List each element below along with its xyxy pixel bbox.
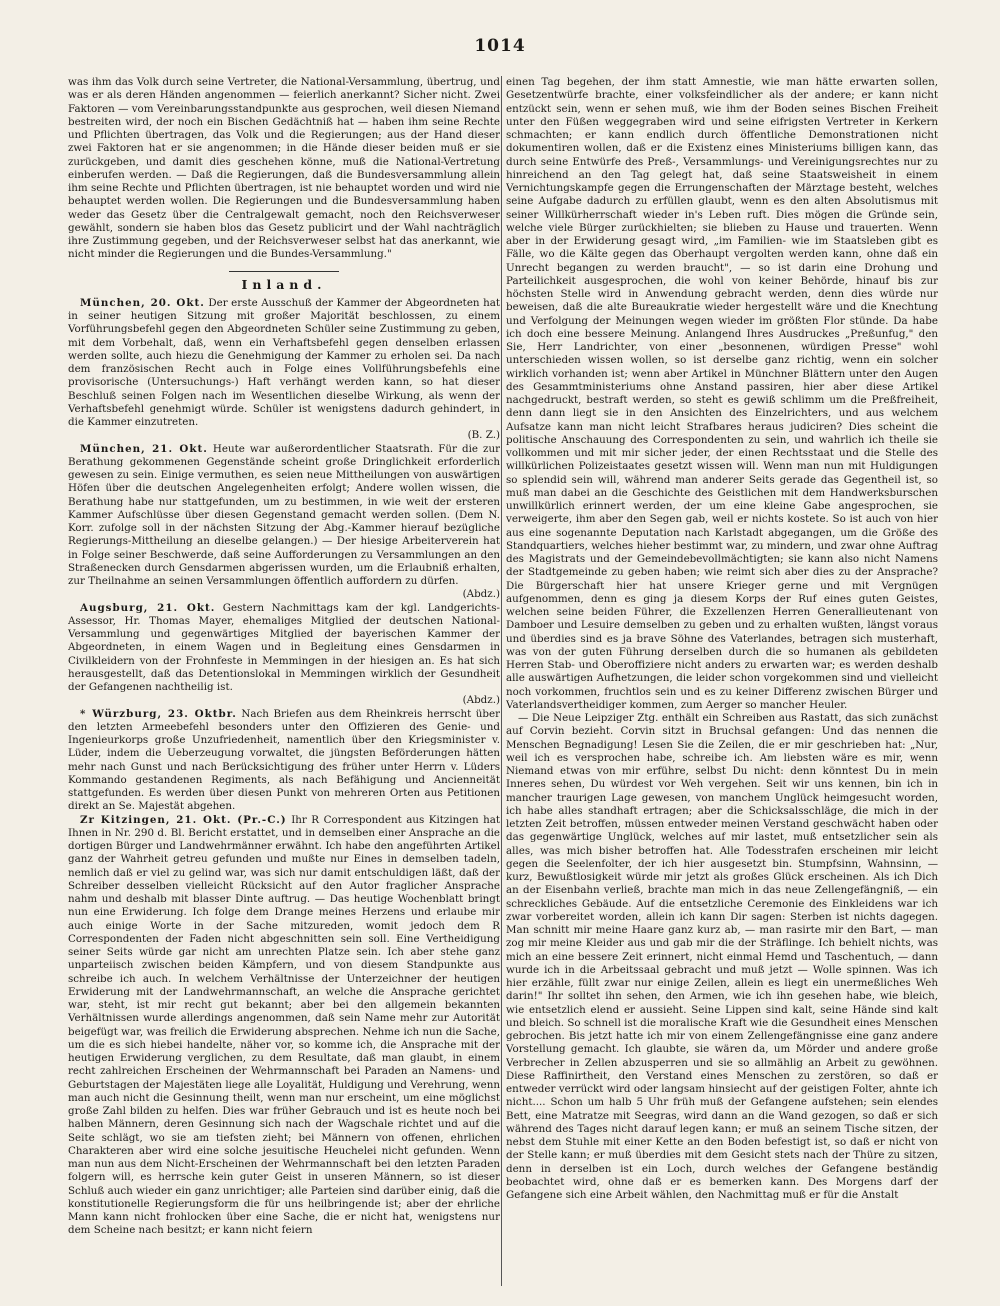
page-number: 1014 bbox=[474, 36, 526, 56]
article-source: (B. Z.) bbox=[467, 429, 500, 442]
article-dateline: * Würzburg, 23. Oktbr. bbox=[80, 707, 237, 720]
article-dateline: München, 21. Okt. bbox=[80, 442, 208, 455]
article-augsburg-21 bbox=[68, 602, 500, 708]
article-kitzingen-21 bbox=[68, 814, 500, 1238]
article-dateline: Zr Kitzingen, 21. Okt. (Pr.-C.) bbox=[80, 813, 287, 826]
kitzingen-continuation: einen Tag begehen, der ihm statt Amnestie, wie man hätte erwarten sollen, Gesetzentwürfe brachte, einer volksfeindlicher als der andere; er kann nicht entzückt sein, wenn er sehen muß, wie ihm der Boden seines Bischen Freiheit unter den Füßen weggegraben wird und seine eifrigsten Vertreter in Kerkern schmachten; er kann endlich durch öffentliche Demonstrationen nicht dokumentiren wollen, daß er die Existenz eines Ministeriums billigen kann, das durch seine Entwürfe des Preß-, Versammlungs- und Vereinigungsrechtes nur zu hinreichend an den Tag gelegt hat, daß seine Staatsweisheit in einem Vernichtungskampfe gegen die Errungenschaften der Märztage besteht, welches seine Aufgabe dadurch zu erfüllen glaubt, wenn es den alten Absolutismus mit seiner Willkürherrschaft wieder in's Leben ruft. Dies mögen die Gründe sein, welche viele Bürger zurückhielten; sie blieben zu Hause und trauerten. Wenn aber in der Erwiderung gesagt wird, „im Familien- wie im Staatsleben gibt es Fälle, wo die Kälte gegen das Oberhaupt vergolten werden kann, ohne daß ein Unrecht begangen zu werden braucht", — so ist darin eine Drohung und Parteilichkeit ausgesprochen, die wohl von keiner Behörde, hinauf bis zur höchsten Stelle wird in Anwendung gebracht werden, denn dies würde nur beweisen, daß die alte Bureaukratie wieder hergestellt wäre und die Knechtung und Verfolgung der Meinungen wegen wieder im größten Flor stünde. Da habe ich doch eine bessere Meinung. Anlangend Ihres Ausdruckes „Preßunfug," den Sie, Herr Landrichter, von einer „besonnenen, würdigen Presse" wohl unterschieden wissen wollen, so ist derselbe ganz richtig, wenn ein solcher wirklich vorhanden ist; wenn aber Artikel in Münchner Blättern unter den Augen des Gesammtministeriums ohne Anstand passiren, hier aber diese Artikel nachgedruckt, bestraft werden, so steht es gewiß schlimm um die Preßfreiheit, denn dann liegt sie in den Ansichten des Einzelrichters, und aus welchem Aufsatze kann man nicht leicht Strafbares heraus judiciren? Dies scheint die politische Anschauung des Correspondenten zu sein, und wahrlich ich theile sie vollkommen und mit mir sicher jeder, der einen Rechtsstaat und die Stelle des willkürlichen Polizeistaates gesetzt wissen will. Wenn man nun mit Huldigungen so splendid sein will, während man anderer Seits gerade das Gegentheil ist, so muß man dabei an die Geschichte des Geistlichen mit dem Handwerksburschen unwillkürlich erinnert werden, der um eine kleine Gabe angesprochen, sie verweigerte, ihm aber den Segen gab, weil er nichts kostete. So ist auch von hier aus eine sogenannte Deputation nach Karlstadt abgegangen, um die Größe des Standquartiers, welches hieher bestimmt war, zu mindern, und zwar ohne Auftrag des Magistrats und der Gemeindebevollmächtigten; sie kann also nicht Namens der Stadtgemeinde zu geben haben; wie reimt sich aber dies zu der Ansprache? Die Bürgerschaft hier hat unsere Krieger gerne und mit Vergnügen aufgenommen, denn es ging ja diesem Korps der Ruf eines guten Geistes, welchen seine beiden Führer, die Exzellenzen Herren Generallieutenant von Damboer und Lesuire demselben zu geben und zu erhalten wußten, längst voraus und überdies sind es ja brave Söhne des Vaterlandes, betragen sich musterhaft, was von der guten Führung derselben durch die so humanen als gebildeten Herren Stab- und Oberoffiziere nicht anders zu erwarten war; es werden deshalb alle auswärtigen Aufhetzungen, die leider schon vorgekommen sind und vielleicht noch vorkommen, fruchtlos sein und es zu keiner Differenz zwischen Bürger und Vaterlandsvertheidiger kommen, zum Aerger so mancher Heuler. bbox=[506, 76, 938, 711]
continued-article-text: was ihm das Volk durch seine Vertreter, die National-Versammlung, übertrug, und was er als deren Händen angenommen — feierlich anerkannt? Sicher nicht. Zwei Faktoren — vom Vereinbarungsstandpunkte aus gesprochen, weil diesen Niemand bestreiten wird, der noch ein Bischen Gedächtniß hat — haben ihm seine Rechte und Pflichten übertragen, das Volk und die Regierungen; aus der Hand dieser zwei Faktoren hat er sie angenommen; in die Hände dieser beiden muß er sie zurückgeben, und damit dies geschehen könne, muß die National-Vertretung einberufen werden. — Daß die Regierungen, daß die Bundesversammlung allein ihm seine Rechte und Pflichten übertragen, ist nie behauptet worden und wird nie behauptet werden wollen. Die Regierungen und die Bundesversammlung haben weder das Gesetz über die Centralgewalt gemacht, noch den Reichsverweser gewählt, sondern sie haben blos das Gesetz publicirt und der Wahl nachträglich ihre Zustimmung gegeben, und der Reichsverweser selbst hat das anerkannt, wie nicht minder die Regierungen und die Bundes-Versammlung." bbox=[68, 76, 500, 261]
section-title: Inland. bbox=[241, 276, 327, 292]
article-body: Heute war außerordentlicher Staatsrath. Für die zur Berathung gekommenen Gegenstände scheint große Dringlichkeit erforderlich gewesen zu sein. Einige vermuthen, es seien neue Mittheilungen von auswärtigen Höfen über die deutschen Angelegenheiten erfolgt; Andere wollen wissen, die Berathung habe nur stattgefunden, um zu bestimmen, in wie weit der ersteren Kammer Aufschlüsse über diesen Gegenstand gemacht werden sollen. (Dem N. Korr. zufolge soll in der nächsten Sitzung der Abg.-Kammer hierauf bezügliche Regierungs-Mittheilung an dieselbe gelangen.) — Der hiesige Arbeiterverein hat in Folge seiner Beschwerde, daß seine Aufforderungen zu Versammlungen an den Straßenecken durch Gensdarmen abgerissen wurden, um die Erlaubniß erhalten, zur Theilnahme an seinen Versammlungen öffentlich auffordern zu dürfen. bbox=[68, 442, 500, 587]
section-heading bbox=[68, 271, 500, 291]
column-divider bbox=[501, 76, 502, 1286]
article-body: Nach Briefen aus dem Rheinkreis herrscht über den letzten Armeebefehl besonders unter den Offizieren des Genie- und Ingenieurkorps große Unzufriedenheit, namentlich über den Kriegsminister v. Lüder, indem die Ueberzeugung vorwaltet, die jüngsten Beförderungen hätten mehr nach Gunst und nach Berücksichtigung des früher unter Herrn v. Lüders Kommando gestandenen Regiments, als nach Befähigung und Ancienneität stattgefunden. Es werden über diesen Punkt von mehreren Orten aus Petitionen direkt an Se. Majestät abgehen. bbox=[68, 707, 500, 813]
article-dateline: Augsburg, 21. Okt. bbox=[80, 601, 216, 614]
article-source: (Abdz.) bbox=[462, 588, 500, 601]
article-body: Ihr R Correspondent aus Kitzingen hat Ihnen in Nr. 290 d. Bl. Bericht erstattet, und in demselben einer Ansprache an die dortigen Bürger und Landwehrmänner erwähnt. Ich habe den angeführten Artikel ganz der Wahrheit getreu gefunden und mußte nur Eines in demselben tadeln, nemlich daß er viel zu gelind war, was sich nur damit entschuldigen läßt, daß der Schreiber desselben vielleicht Rücksicht auf den Autor fraglicher Ansprache nahm und deshalb mit blasser Dinte auftrug. — Das heutige Wochenblatt bringt nun eine Erwiderung. Ich folge dem Drange meines Herzens und erlaube mir auch einige Worte in der Sache mitzureden, womit jedoch dem R Correspondenten der Faden nicht abgeschnitten sein soll. Eine Vertheidigung seiner Seits würde gar nicht am unrechten Platze sein. Ich aber stehe ganz unparteiisch zwischen beiden Kämpfern, und von diesem Standpunkte aus schreibe ich auch. In welchem Verhältnisse der Unterzeichner der heutigen Erwiderung mit der Landwehrmannschaft, an welche die Ansprache gerichtet war, steht, ist mir recht gut bekannt; aber bei den allgemein bekannten Verhältnissen wurde allerdings angenommen, daß sein Name mehr zur Autorität beigefügt war, was freilich die Erwiderung absprechen. Nehme ich nun die Sache, um die es sich hiebei handelte, näher vor, so komme ich, die Ansprache mit der heutigen Erwiderung verglichen, zu dem Resultate, daß man glaubt, in einem recht zahlreichen Erscheinen der Wehrmannschaft bei Paraden an Namens- und Geburtstagen der Majestäten liege alle Loyalität, Huldigung und Verehrung, wenn man auch nicht die Gesinnung theilt, wenn man nur erscheint, um eine möglichst große Zahl bilden zu helfen. Dies war früher Gebrauch und ist es heute noch bei halben Männern, deren Gesinnung sich nach der Wagschale richtet und auf die Seite schlägt, wo sie am tiefsten zieht; bei Männern von offenen, ehrlichen Charakteren aber wird eine solche jesuitische Heuchelei nicht gefunden. Wenn man nun aus dem Nicht-Erscheinen der Wehrmannschaft bei den letzten Paraden folgern will, es herrsche kein guter Geist in unseren Männern, so ist dieser Schluß auch wieder ein ganz unrichtiger; alle Parteien sind darüber einig, daß die konstitutionelle Regierungsform die für uns heilbringende ist; aber der ehrliche Mann kann nicht frohlocken über eine Sache, die er nicht hat, wenigstens nur dem Scheine nach besitzt; er kann nicht feiern bbox=[68, 813, 500, 1237]
article-body: Gestern Nachmittags kam der kgl. Landgerichts-Assessor, Hr. Thomas Mayer, ehemaliges Mitglied der deutschen National-Versammlung und gegenwärtiges Mitglied der bayerischen Kammer der Abgeordneten, in einem Wagen und in Begleitung eines Gensdarmen in Civilkleidern von der Frohnfeste in Memmingen in der hiesigen an. Es hat sich herausgestellt, daß das Detentionslokal in Memmingen wirklich der Gesundheit der Gefangenen nachtheilig ist. bbox=[68, 601, 500, 693]
article-muenchen-20 bbox=[68, 297, 500, 443]
right-column bbox=[506, 76, 938, 1286]
section-divider bbox=[229, 271, 339, 272]
article-source: (Abdz.) bbox=[462, 694, 500, 707]
left-column bbox=[68, 76, 500, 1286]
article-corvin-letter: — Die Neue Leipziger Ztg. enthält ein Schreiben aus Rastatt, das sich zunächst auf Corvin bezieht. Corvin sitzt in Bruchsal gefangen: Und das nennen die Menschen Begnadigung! Lesen Sie die Zeilen, die er mir geschrieben hat: „Nur, weil ich es versprochen habe, schreibe ich. Am liebsten wäre es mir, wenn Niemand etwas von mir erführe, selbst Du nicht: denn könntest Du in mein Inneres sehen, Du würdest vor Weh vergehen. Seit wir uns kennen, bin ich in mancher traurigen Lage gewesen, von manchem Unglück heimgesucht worden, ich habe alles standhaft ertragen; aber die Schicksalsschläge, die mich in der letzten Zeit betroffen, müssen entweder meinen Verstand geschwächt haben oder das gegenwärtige Unglück, welches auf mir lastet, muß entsetzlicher sein als alles, was mich bisher betroffen hat. Alle Todesstrafen erscheinen mir leicht gegen die Seelenfolter, der ich hier ausgesetzt bin. Stumpfsinn, Wahnsinn, — kurz, Bewußtlosigkeit würde mir jetzt als großes Glück erscheinen. Als ich Dich an der Eisenbahn verließ, brachte man mich in das neue Zellengefängniß, — ein schreckliches Gebäude. Auf die entsetzliche Ceremonie des Einkleidens war ich zwar vorbereitet worden, allein ich kann Dir sagen: Sterben ist nichts dagegen. Man schnitt mir meine Haare ganz kurz ab, — man rasirte mir den Bart, — man zog mir meine Kleider aus und gab mir die der Sträflinge. Ich behielt nichts, was mich an eine bessere Zeit erinnert, nicht einmal Hemd und Taschentuch, — dann wurde ich in die Arbeitssaal gebracht und muß jetzt — Wolle spinnen. Was ich hier erzähle, füllt zwar nur einige Zeilen, allein es liegt ein unermeßliches Weh darin!" Ihr solltet ihn sehen, den Armen, wie ich ihn gesehen habe, wie bleich, wie entsetzlich elend er aussieht. Seine Lippen sind kalt, seine Hände sind kalt und bleich. So schnell ist die moralische Kraft wie die Gesundheit eines Menschen gebrochen. Bis jetzt hatte ich mir von einem Zellengefängnisse eine ganz andere Vorstellung gemacht. Ich glaubte, sie wären da, um Mörder und andere große Verbrecher in Zellen abzusperren und sie so allmählig an Arbeit zu gewöhnen. Diese Raffinirtheit, den Verstand eines Menschen zu zerstören, so daß er entweder verrückt wird oder langsam hinsiecht auf der geistigen Folter, ahnte ich nicht.... Schon um halb 5 Uhr früh muß der Gefangene aufstehen; sein elendes Bett, eine Matratze mit Seegras, wird dann an die Wand gezogen, so daß er sich während des Tages nicht darauf legen kann; er muß an seinem Tische sitzen, der nebst dem Stuhle mit einer Kette an den Boden befestigt ist, so daß er nicht von der Stelle kann; er muß überdies mit dem Gesicht stets nach der Thüre zu sitzen, denn in derselben ist ein Loch, durch welches der Gefangene beständig beobachtet wird, ohne daß er es bemerken kann. Des Morgens darf der Gefangene sich eine Arbeit wählen, den Nachmittag muß er für die Anstalt bbox=[506, 712, 938, 1201]
article-muenchen-21 bbox=[68, 443, 500, 602]
article-body: Der erste Ausschuß der Kammer der Abgeordneten hat in seiner heutigen Sitzung mit großer Majorität beschlossen, zu einem Vorführungsbefehl gegen den Abgeordneten Schüler seine Zustimmung zu geben, mit dem Vorbehalt, daß, wenn ein Verhaftsbefehl gegen denselben erlassen werden sollte, auch hiezu die Genehmigung der Kammer zu erholen sei. Da nach dem französischen Recht auch in Folge eines Vollführungsbefehls eine provisorische (Untersuchungs-) Haft verhängt werden kann, so hat dieser Beschluß seinen Folgen nach im Wesentlichen dieselbe Wirkung, als wenn der Verhaftsbefehl genehmigt würde. Schüler ist wenigstens dadurch gehindert, in die Kammer einzutreten. bbox=[68, 296, 500, 428]
article-dateline: München, 20. Okt. bbox=[80, 296, 205, 309]
article-wuerzburg-23 bbox=[68, 708, 500, 814]
